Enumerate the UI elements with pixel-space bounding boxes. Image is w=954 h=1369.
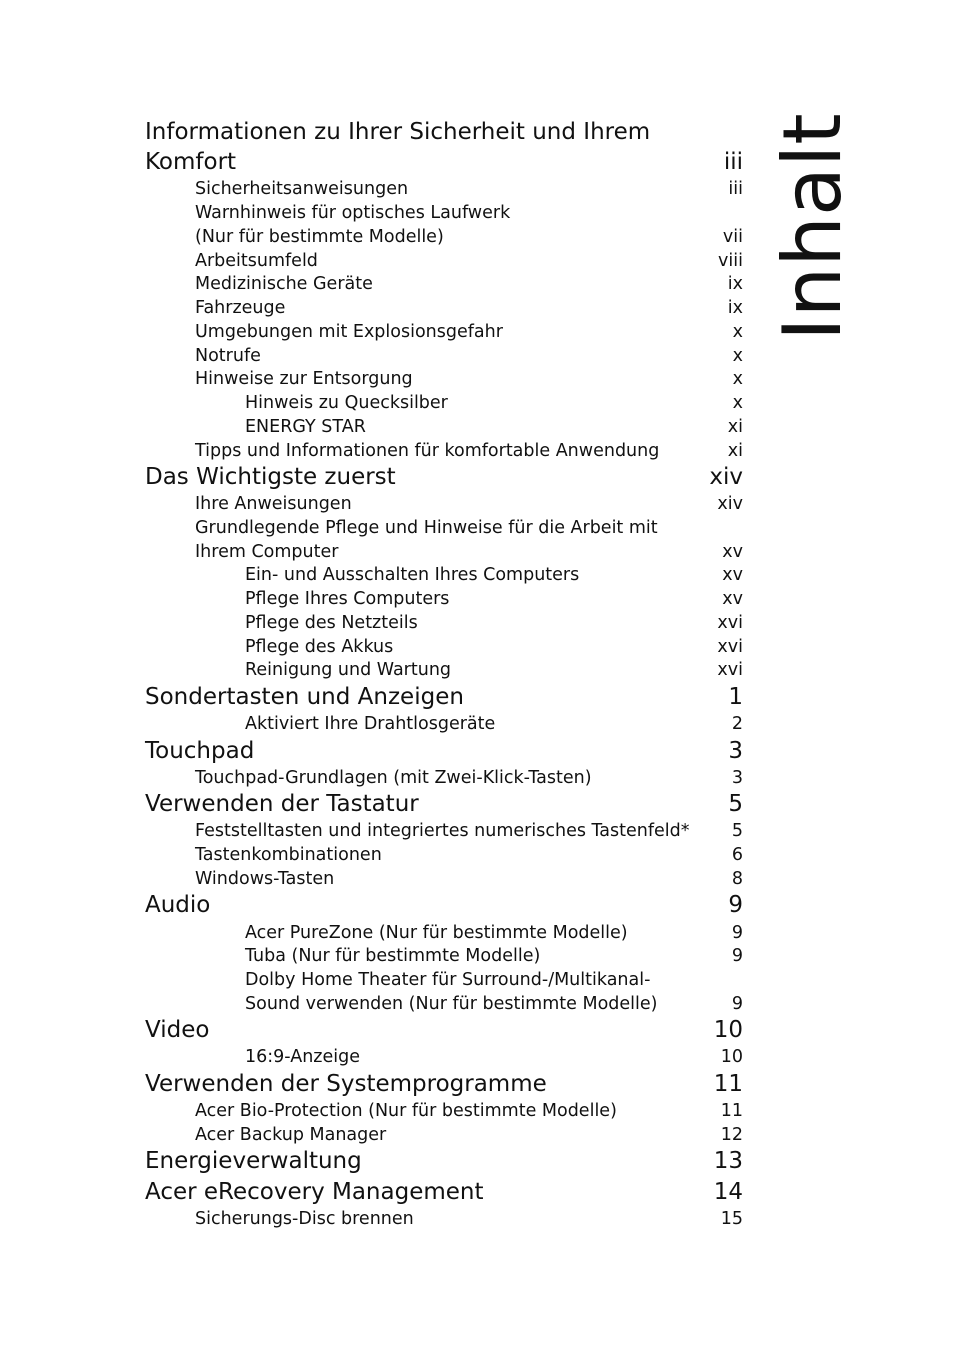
toc-entry-title: 16:9-Anzeige	[245, 1047, 360, 1067]
toc-entry[interactable]	[0, 713, 954, 737]
toc-entry-page: 9	[731, 946, 743, 966]
toc-entry[interactable]	[0, 1019, 954, 1043]
toc-entry-title: Verwenden der Tastatur	[145, 791, 419, 817]
toc-entry[interactable]	[0, 686, 954, 710]
toc-entry-page: xvi	[717, 660, 743, 680]
toc-entry-page: 8	[731, 869, 743, 889]
toc-entry-page: vii	[722, 227, 743, 247]
toc-entry-title: Informationen zu Ihrer Sicherheit und Ihrem	[145, 119, 651, 145]
toc-entry[interactable]	[0, 659, 954, 683]
toc-entry-page: 10	[720, 1047, 743, 1067]
toc-entry-title: Sicherungs-Disc brennen	[195, 1209, 414, 1229]
toc-entry[interactable]	[0, 868, 954, 892]
toc-entry-title: Video	[145, 1017, 210, 1043]
toc-entry-page: x	[732, 322, 743, 342]
toc-entry-title: Sound verwenden (Nur für bestimmte Modelle)	[245, 994, 658, 1014]
toc-entry-title: Das Wichtigste zuerst	[145, 464, 396, 490]
toc-entry-page: 3	[728, 738, 743, 764]
toc-entry[interactable]	[0, 564, 954, 588]
toc-entry-page: xiv	[709, 464, 743, 490]
toc-entry-title: Grundlegende Pflege und Hinweise für die Arbeit mit	[195, 518, 658, 538]
toc-entry[interactable]	[0, 1073, 954, 1097]
toc-entry-title: Warnhinweis für optisches Laufwerk	[195, 203, 511, 223]
toc-entry-page: iii	[728, 179, 743, 199]
toc-entry[interactable]	[0, 416, 954, 440]
toc-entry[interactable]	[0, 250, 954, 274]
toc-entry-page: xv	[722, 542, 743, 562]
toc-entry-title: Acer eRecovery Management	[145, 1179, 484, 1205]
toc-entry-title: Notrufe	[195, 346, 261, 366]
toc-entry[interactable]	[0, 1100, 954, 1124]
toc-entry-title: Pflege des Netzteils	[245, 613, 418, 633]
toc-entry-page: ix	[727, 298, 743, 318]
toc-entry-page: 10	[713, 1017, 743, 1043]
toc-entry[interactable]	[0, 612, 954, 636]
toc-entry-title: (Nur für bestimmte Modelle)	[195, 227, 444, 247]
toc-entry-title: Dolby Home Theater für Surround-/Multikanal-	[245, 970, 651, 990]
toc-entry[interactable]	[0, 226, 954, 250]
toc-entry[interactable]	[0, 1208, 954, 1232]
toc-entry[interactable]	[0, 121, 954, 145]
toc-entry-page: ix	[727, 274, 743, 294]
toc-entry[interactable]	[0, 151, 954, 175]
toc-entry-title: Umgebungen mit Explosionsgefahr	[195, 322, 503, 342]
toc-entry-page: 9	[728, 892, 743, 918]
toc-entry-title: Ein- und Ausschalten Ihres Computers	[245, 565, 580, 585]
toc-entry[interactable]	[0, 993, 954, 1017]
toc-entry-title: Hinweis zu Quecksilber	[245, 393, 448, 413]
toc-entry-page: 14	[713, 1179, 743, 1205]
toc-entry[interactable]	[0, 202, 954, 226]
chapter-title-vertical: Inhalt	[766, 113, 859, 342]
toc-entry-title: Audio	[145, 892, 211, 918]
toc-entry-title: Energieverwaltung	[145, 1148, 362, 1174]
toc-entry-title: Sondertasten und Anzeigen	[145, 684, 464, 710]
toc-entry-page: iii	[723, 149, 743, 175]
toc-entry-page: 13	[713, 1148, 743, 1174]
toc-entry-title: Arbeitsumfeld	[195, 251, 318, 271]
toc-entry-title: Touchpad	[145, 738, 255, 764]
toc-entry[interactable]	[0, 820, 954, 844]
toc-entry-title: Verwenden der Systemprogramme	[145, 1071, 547, 1097]
toc-entry[interactable]	[0, 945, 954, 969]
toc-entry-title: ENERGY STAR	[245, 417, 366, 437]
toc-entry-page: x	[732, 346, 743, 366]
toc-entry[interactable]	[0, 541, 954, 565]
toc-entry-page: 5	[731, 821, 743, 841]
toc-entry-title: Fahrzeuge	[195, 298, 286, 318]
toc-entry-title: Touchpad-Grundlagen (mit Zwei-Klick-Tasten)	[195, 768, 592, 788]
toc-entry-page: xiv	[717, 494, 743, 514]
toc-entry[interactable]	[0, 1124, 954, 1148]
toc-entry[interactable]	[0, 321, 954, 345]
toc-entry-title: Feststelltasten und integriertes numerisches Tastenfeld*	[195, 821, 690, 841]
toc-entry[interactable]	[0, 793, 954, 817]
toc-entry-page: 3	[731, 768, 743, 788]
toc-entry-page: 11	[713, 1071, 743, 1097]
toc-entry-page: xi	[727, 417, 743, 437]
toc-entry[interactable]	[0, 178, 954, 202]
toc-entry-title: Pflege des Akkus	[245, 637, 394, 657]
toc-entry-page: xv	[722, 565, 743, 585]
toc-entry-title: Acer PureZone (Nur für bestimmte Modelle)	[245, 923, 628, 943]
toc-entry[interactable]	[0, 767, 954, 791]
toc-entry-page: xvi	[717, 637, 743, 657]
toc-entry-page: x	[732, 393, 743, 413]
toc-entry-page: x	[732, 369, 743, 389]
toc-entry-title: Ihre Anweisungen	[195, 494, 352, 514]
toc-entry-title: Acer Backup Manager	[195, 1125, 387, 1145]
toc-entry[interactable]	[0, 894, 954, 918]
toc-entry[interactable]	[0, 844, 954, 868]
toc-entry-page: 2	[731, 714, 743, 734]
toc-entry[interactable]	[0, 922, 954, 946]
toc-entry-page: 9	[731, 923, 743, 943]
toc-entry[interactable]	[0, 517, 954, 541]
toc-entry[interactable]	[0, 466, 954, 490]
toc-entry-page: 5	[728, 791, 743, 817]
toc-entry[interactable]	[0, 1150, 954, 1174]
toc-entry-page: 6	[731, 845, 743, 865]
toc-entry[interactable]	[0, 740, 954, 764]
toc-entry[interactable]	[0, 588, 954, 612]
toc-entry-title: Sicherheitsanweisungen	[195, 179, 409, 199]
toc-entry-page: xv	[722, 589, 743, 609]
toc-entry-page: 1	[728, 684, 743, 710]
toc-entry-page: 9	[731, 994, 743, 1014]
toc-entry-title: Windows-Tasten	[195, 869, 335, 889]
toc-entry-title: Ihrem Computer	[195, 542, 339, 562]
toc-entry-page: xi	[727, 441, 743, 461]
toc-entry-page: 11	[720, 1101, 743, 1121]
toc-entry[interactable]	[0, 273, 954, 297]
toc-entry[interactable]	[0, 493, 954, 517]
toc-entry-title: Aktiviert Ihre Drahtlosgeräte	[245, 714, 496, 734]
toc-entry[interactable]	[0, 969, 954, 993]
toc-entry-title: Tipps und Informationen für komfortable Anwendung	[195, 441, 660, 461]
toc-entry-title: Tastenkombinationen	[195, 845, 382, 865]
toc-entry-page: 12	[720, 1125, 743, 1145]
toc-entry[interactable]	[0, 440, 954, 464]
toc-entry[interactable]	[0, 345, 954, 369]
toc-entry-title: Komfort	[145, 149, 237, 175]
toc-entry-page: 15	[720, 1209, 743, 1229]
toc-entry-title: Tuba (Nur für bestimmte Modelle)	[245, 946, 541, 966]
toc-entry[interactable]	[0, 297, 954, 321]
toc-entry[interactable]	[0, 1046, 954, 1070]
toc-entry[interactable]	[0, 392, 954, 416]
toc-entry-title: Acer Bio-Protection (Nur für bestimmte Modelle)	[195, 1101, 617, 1121]
toc-entry[interactable]	[0, 636, 954, 660]
toc-entry[interactable]	[0, 368, 954, 392]
toc-entry-page: viii	[718, 251, 743, 271]
toc-entry-title: Pflege Ihres Computers	[245, 589, 450, 609]
toc-entry-title: Reinigung und Wartung	[245, 660, 452, 680]
toc-entry-page: xvi	[717, 613, 743, 633]
toc-entry-title: Hinweise zur Entsorgung	[195, 369, 413, 389]
toc-entry-title: Medizinische Geräte	[195, 274, 373, 294]
toc-entry[interactable]	[0, 1181, 954, 1205]
